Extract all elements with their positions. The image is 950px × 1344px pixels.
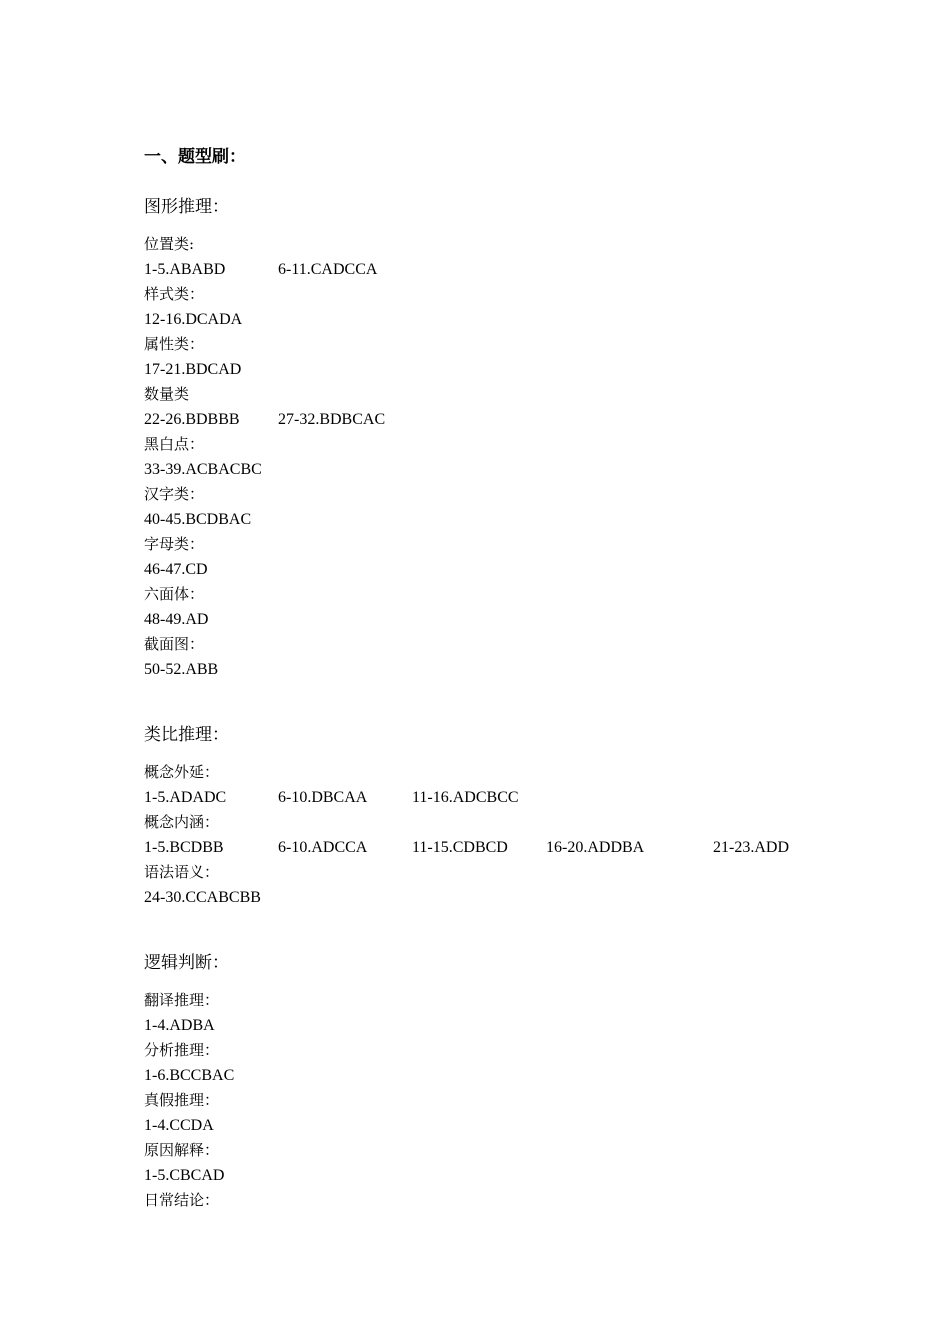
- category-label: 汉字类：: [144, 485, 205, 503]
- answer-row: [144, 607, 844, 632]
- answer-key: 1-6.BCCBAC: [144, 1067, 235, 1084]
- answer-row: [144, 457, 844, 482]
- answer-key: 33-39.ACBACBC: [144, 461, 262, 478]
- category-label: 黑白点：: [144, 435, 205, 453]
- answer-key: 1-5.ADADC: [144, 789, 227, 806]
- answer-key: 12-16.DCADA: [144, 311, 243, 328]
- answer-key: 17-21.BDCAD: [144, 361, 242, 378]
- answer-row: [144, 1113, 844, 1138]
- document-title: 一、题型刷：: [144, 147, 246, 167]
- category-label: 日常结论：: [144, 1191, 220, 1209]
- answer-key: 48-49.AD: [144, 611, 209, 628]
- answer-key: 40-45.BCDBAC: [144, 511, 252, 528]
- section-analogy-reasoning: [144, 718, 844, 910]
- answer-key: 22-26.BDBBB: [144, 411, 240, 428]
- section-logic-judgment: [144, 946, 844, 1213]
- category-label: 六面体：: [144, 585, 205, 603]
- answer-key: 1-5.ABABD: [144, 261, 226, 278]
- category-label: 概念内涵：: [144, 813, 220, 831]
- category-label: 属性类：: [144, 335, 205, 353]
- answer-key: 6-10.ADCCA: [278, 839, 368, 856]
- category-label: 字母类：: [144, 535, 205, 553]
- answer-key: 46-47.CD: [144, 561, 208, 578]
- answer-key: 6-11.CADCCA: [278, 261, 378, 278]
- answer-row: [144, 307, 844, 332]
- answer-row: [144, 885, 844, 910]
- category-label: 语法语义：: [144, 863, 220, 881]
- category-label: 真假推理：: [144, 1091, 220, 1109]
- answer-key: 24-30.CCABCBB: [144, 889, 261, 906]
- answer-key: 50-52.ABB: [144, 661, 219, 678]
- document-body: [144, 140, 844, 1213]
- category-label: 原因解释：: [144, 1141, 220, 1159]
- category-label: 翻译推理：: [144, 991, 220, 1009]
- answer-key: 11-15.CDBCD: [412, 839, 508, 856]
- answer-row: [144, 257, 844, 282]
- answer-row: [144, 657, 844, 682]
- answer-key: 1-4.ADBA: [144, 1017, 215, 1034]
- answer-row: [144, 1163, 844, 1188]
- answer-row: [144, 557, 844, 582]
- category-label: 概念外延：: [144, 763, 220, 781]
- category-label: 截面图：: [144, 635, 205, 653]
- answer-key: 21-23.ADD: [713, 839, 789, 856]
- category-label: 位置类:: [144, 235, 195, 253]
- section-heading: 类比推理：: [144, 725, 229, 745]
- category-label: 分析推理：: [144, 1041, 220, 1059]
- answer-row: [144, 835, 844, 860]
- answer-key: 1-4.CCDA: [144, 1117, 214, 1134]
- answer-key: 1-5.BCDBB: [144, 839, 224, 856]
- section-graphic-reasoning: [144, 190, 844, 682]
- answer-row: [144, 785, 844, 810]
- section-heading: 图形推理：: [144, 197, 229, 217]
- answer-key: 1-5.CBCAD: [144, 1167, 225, 1184]
- category-label: 数量类: [144, 385, 190, 403]
- answer-key: 16-20.ADDBA: [546, 839, 645, 856]
- answer-row: [144, 1013, 844, 1038]
- section-heading: 逻辑判断：: [144, 953, 229, 973]
- answer-row: [144, 357, 844, 382]
- answer-row: [144, 1063, 844, 1088]
- answer-row: [144, 407, 844, 432]
- category-label: 样式类：: [144, 285, 205, 303]
- answer-key: 6-10.DBCAA: [278, 789, 368, 806]
- answer-key: 11-16.ADCBCC: [412, 789, 519, 806]
- answer-key: 27-32.BDBCAC: [278, 411, 386, 428]
- answer-row: [144, 507, 844, 532]
